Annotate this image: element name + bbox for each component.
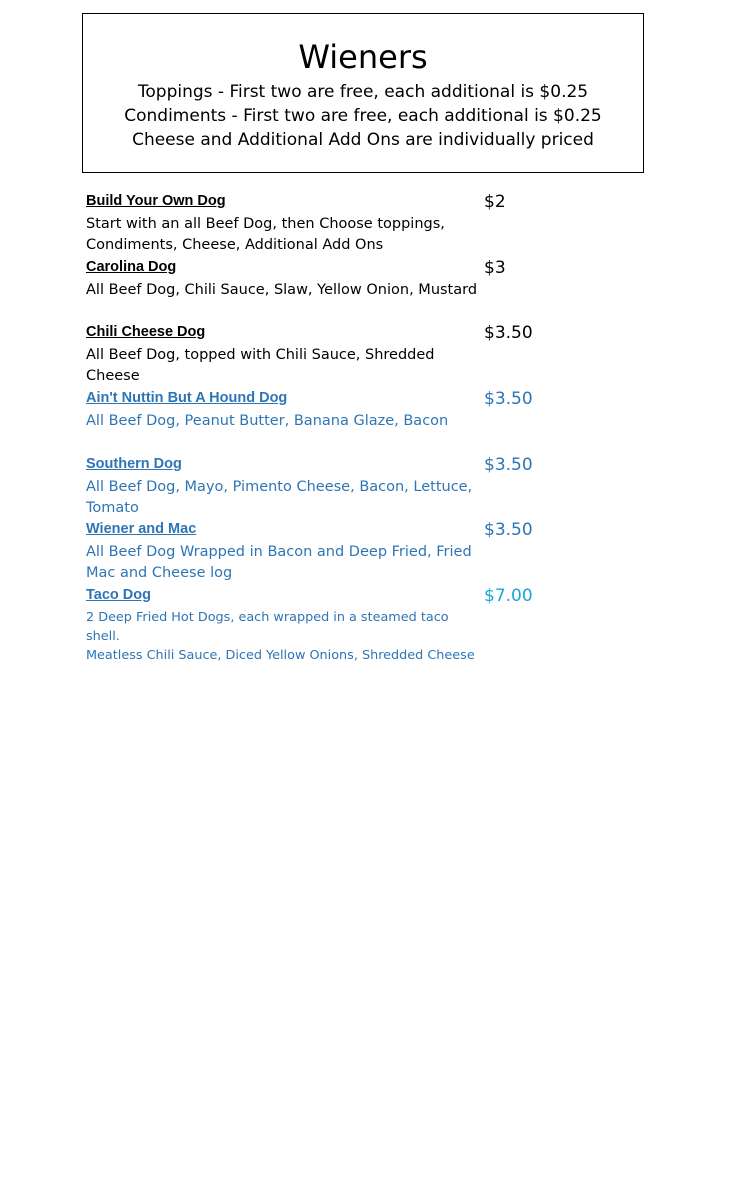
item-description: All Beef Dog, Chili Sauce, Slaw, Yellow Onion, Mustard [86, 282, 478, 298]
item-name: Taco Dog [86, 587, 151, 603]
item-description [86, 608, 486, 665]
menu-header-box [82, 13, 644, 173]
item-description: All Beef Dog, topped with Chili Sauce, Shredded Cheese [86, 347, 435, 384]
item-price: $3.50 [484, 389, 533, 409]
toppings-pricing-note: Toppings - First two are free, each additional is $0.25 [137, 82, 589, 102]
item-name: Chili Cheese Dog [86, 324, 206, 340]
item-description-line: Meatless Chili Sauce, Diced Yellow Onions, Shredded Cheese [86, 648, 475, 663]
item-name: Build Your Own Dog [86, 193, 226, 209]
item-price: $3 [484, 258, 506, 278]
item-description: All Beef Dog, Peanut Butter, Banana Glaze, Bacon [86, 413, 449, 429]
item-price: $3.50 [484, 323, 533, 343]
item-description-line: 2 Deep Fried Hot Dogs, each wrapped in a steamed taco shell. [86, 610, 449, 644]
item-name: Southern Dog [86, 456, 182, 472]
condiments-pricing-note: Condiments - First two are free, each additional is $0.25 [124, 106, 602, 126]
item-price: $2 [484, 192, 506, 212]
item-description: All Beef Dog, Mayo, Pimento Cheese, Bacon, Lettuce, Tomato [86, 479, 473, 516]
addons-pricing-note: Cheese and Additional Add Ons are individually priced [132, 130, 594, 150]
item-price: $7.00 [484, 586, 533, 606]
item-price: $3.50 [484, 520, 533, 540]
item-description: Start with an all Beef Dog, then Choose toppings, Condiments, Cheese, Additional Add Ons [86, 216, 445, 253]
item-name: Wiener and Mac [86, 521, 197, 537]
item-description: All Beef Dog Wrapped in Bacon and Deep Fried, Fried Mac and Cheese log [86, 544, 472, 581]
item-name: Ain't Nuttin But A Hound Dog [86, 390, 288, 406]
menu-title: Wieners [298, 38, 428, 76]
item-price: $3.50 [484, 455, 533, 475]
item-name: Carolina Dog [86, 259, 177, 275]
